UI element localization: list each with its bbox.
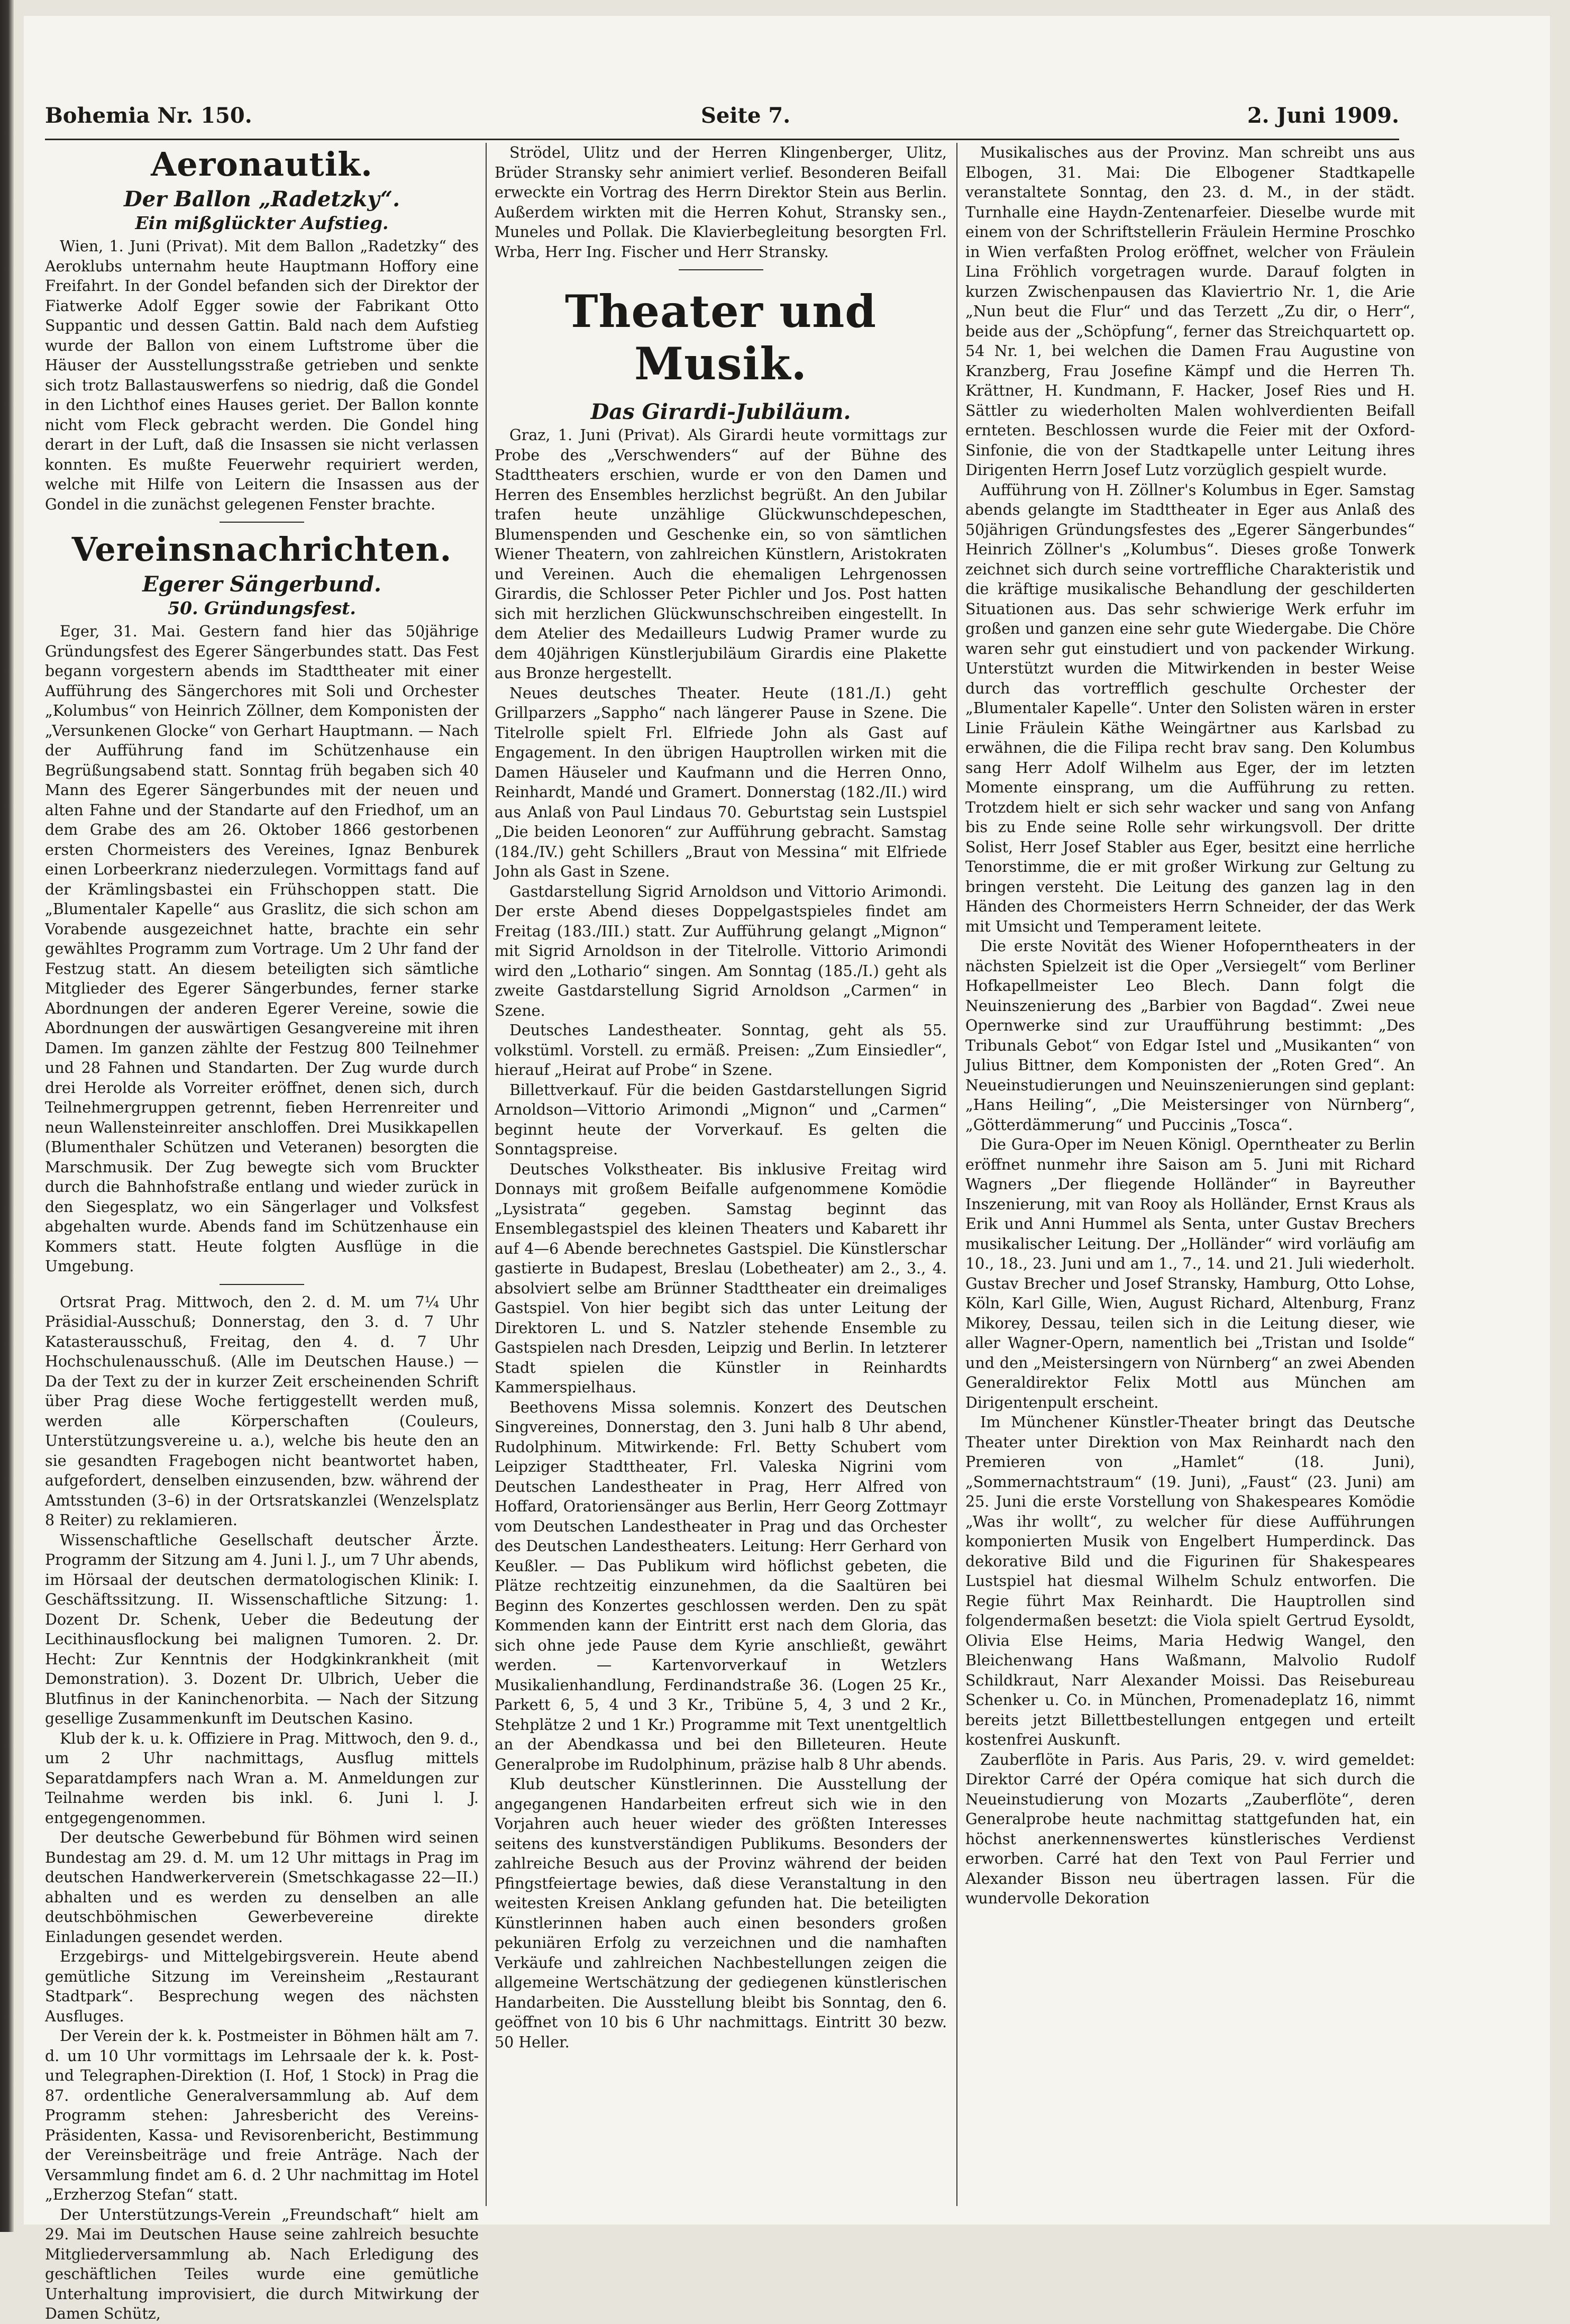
notice-gastdarstellung: Gastdarstellung Sigrid Arnoldson und Vittorio Arimondi. Der erste Abend dieses Doppelgastspieles findet am Freitag (183./III.) statt. Zur Aufführung gelangt „Mignon“ mit Sigrid Arnoldson in der Titelrolle. Vittorio Arimondi wird den „Lothario“ singen. Am Sonntag (185./I.) geht als zweite Gastdarstellung Sigrid Arnoldson „Carmen“ in Szene. xyxy=(495,882,947,1019)
notice-freundschaft: Der Unterstützungs-Verein „Freundschaft“ hielt am 29. Mai im Deutschen Hause seine zahlreich besuchte Mitgliederversammlung ab. Nach Erledigung des geschäftlichen Teiles wurde eine gemütliche Unterhaltung improvisiert, die durch Mitwirkung der Damen Schütz, xyxy=(45,2205,479,2322)
column-rule-1 xyxy=(486,143,487,2206)
notice-volkstheater: Deutsches Volkstheater. Bis inklusive Freitag wird Donnays mit großem Beifalle aufgenommene Komödie „Lysistrata“ gegeben. Samstag beginnt das Ensemblegastspiel des kleinen Theaters und Kabarett ihr auf 4—6 Abende berechnetes Gastspiel. Die Künstlerschar gastierte in Budapest, Breslau (Lobetheater) am 2., 3., 4. absolviert selbe am Brünner Stadttheater ein dreimaliges Gastspiel. Von hier begibt sich das unter Leitung der Direktoren L. und S. Natzler stehende Ensemble zu Gastspielen nach Dresden, Leipzig und Berlin. In letzterer Stadt spielen die Künstler in Reinhardts Kammerspielhaus. xyxy=(495,1160,947,1396)
article-title-girardi: Das Girardi-Jubiläum. xyxy=(590,399,851,424)
notice-musik-provinz: Musikalisches aus der Provinz. Man schreibt uns aus Elbogen, 31. Mai: Die Elbogener Stadtkapelle veranstaltete Sonntag, den 23. d. M., in der städt. Turnhalle eine Haydn-Zentenarfeier. Dieselbe wurde mit einem von der Schriftstellerin Fräulein Hermine Proschko in Wien verfaßten Prolog eröffnet, welcher von Fräulein Lina Fröhlich vorgetragen wurde. Darauf folgten in kurzen Zwischenpausen das Klaviertrio Nr. 1, die Arie „Nun beut die Flur“ und das Terzett „Zu dir, o Herr“, beide aus der „Schöpfung“, ferner das Streichquartett op. 54 Nr. 1, bei welchen die Damen Frau Augustine von Kranzberg, Frau Josefine Kämpf und die Herren Th. Krättner, H. Kundmann, F. Hacker, Josef Ries und H. Sättler zu wiederholten Malen wohlverdienten Beifall ernteten. Beschlossen wurde die Feier mit der Oxford-Sinfonie, die von der Stadtkapelle unter Leitung ihres Dirigenten Herrn Josef Lutz vorzüglich gespielt wurde. xyxy=(965,144,1415,479)
notice-neues-deutsches-theater: Neues deutsches Theater. Heute (181./I.) geht Grillparzers „Sappho“ nach längerer Pause in Szene. Die Titelrolle spielt Frl. Elfriede John als Gast auf Engagement. In den übrigen Hauptrollen wirken mit die Damen Häuseler und Kaufmann und die Herren Onno, Reinhardt, Mandé und Gramert. Donnerstag (182./II.) wird aus Anlaß von Paul Lindaus 70. Geburtstag sein Lustspiel „Die beiden Leonoren“ zur Aufführung gebracht. Samstag (184./IV.) geht Schillers „Braut von Messina“ mit Elfriede John als Gast in Szene. xyxy=(495,684,947,880)
page-number: Seite 7. xyxy=(701,103,791,128)
notice-gura-oper: Die Gura-Oper im Neuen Königl. Operntheater zu Berlin eröffnet nunmehr ihre Saison am 5. Juni mit Richard Wagners „Der fliegende Holländer“ in Bayreuther Inszenierung, mit van Rooy als Holländer, Ernst Kraus als Erik und Anni Hummel als Senta, unter Gustav Brechers musikalischer Leitung. Der „Holländer“ wird vorläufig am 10., 18., 23. Juni und am 1., 7., 14. und 21. Juli wiederholt. Gustav Brecher und Josef Stransky, Hamburg, Otto Lohse, Köln, Karl Gille, Wien, August Richard, Altenburg, Franz Mikorey, Dessau, teilen sich in die Leitung dieser, wie aller Wagner-Opern, namentlich bei „Tristan und Isolde“ und den „Meistersingern von Nürnberg“ an zwei Abenden Generaldirektor Felix Mottl aus München am Dirigentenpult erscheint. xyxy=(965,1136,1415,1411)
section-title-theater-und-musik: Theater und Musik. xyxy=(564,285,877,390)
article-girardi: Graz, 1. Juni (Privat). Als Girardi heute vormittags zur Probe des „Verschwenders“ auf der Bühne des Stadttheaters erschien, wurde er von den Damen und Herren des Ensembles herzlichst begrüßt. An den Jubilar trafen heute unzählige Glückwunschdepeschen, Blumenspenden und Geschenke ein, so von sämtlichen Wiener Theatern, von zahlreichen Künstlern, Aristokraten und Vereinen. Auch die ehemaligen Lehrgenossen Girardis, die Schlosser Peter Pichler und Jos. Post hatten sich mit herzlichen Glückwunschschreiben eingestellt. In dem Atelier des Medailleurs Ludwig Pramer wurde zu dem 40jährigen Künstlerjubiläum Girardis eine Plakette aus Bronze hergestellt. xyxy=(495,426,947,682)
notice-ortsrat: Ortsrat Prag. Mittwoch, den 2. d. M. um 7¼ Uhr Präsidial-Ausschuß; Donnerstag, den 3. d. 7 Uhr Katasterausschuß, Freitag, den 4. d. 7 Uhr Hochschulenausschuß. (Alle im Deutschen Hause.) — Da der Text zu der in kurzer Zeit erscheinenden Schrift über Prag diese Woche fertiggestellt werden muß, werden alle Körperschaften (Couleurs, Unterstützungsvereine u. a.), welche bis heute den an sie gesandten Fragebogen nicht beantwortet haben, aufgefordert, denselben einzusenden, bzw. während der Amtsstunden (3–6) in der Ortsratskanzlei (Wenzelsplatz 8 Reiter) zu reklamieren. xyxy=(45,1293,479,1529)
issue-date: 2. Juni 1909. xyxy=(1247,103,1399,128)
notice-kuenstler-theater: Im Münchener Künstler-Theater bringt das Deutsche Theater unter Direktion von Max Reinhardt nach den Premieren von „Hamlet“ (18. Juni), „Sommernachtstraum“ (19. Juni), „Faust“ (23. Juni) am 25. Juni die erste Vorstellung von Shakespeares Komödie „Was ihr wollt“, zu welcher für diese Aufführungen komponierten Musik von Engelbert Humperdinck. Das dekorative Bild und die Figurinen für Shakespeares Lustspiel hat diesmal Wilhelm Schulz entworfen. Die Regie führt Max Reinhardt. Die Hauptrollen sind folgendermaßen besetzt: die Viola spielt Gertrud Eysoldt, Olivia Else Heims, Maria Hedwig Wangel, den Bleichenwang Hans Waßmann, Malvolio Rudolf Schildkraut, Narr Alexander Moissi. Das Reisebureau Schenker u. Co. in München, Promenadeplatz 16, nimmt bereits jetzt Billettbestellungen entgegen und erteilt kostenfrei Auskunft. xyxy=(965,1414,1415,1748)
article-title-saengerbund: Egerer Sängerbund. xyxy=(142,572,381,597)
article-subtitle-saengerbund: 50. Gründungsfest. xyxy=(168,598,356,618)
column-right xyxy=(965,143,1415,2211)
section-title-vereinsnachrichten: Vereinsnachrichten. xyxy=(71,530,452,569)
notice-billettverkauf: Billettverkauf. Für die beiden Gastdarstellungen Sigrid Arnoldson—Vittorio Arimondi „Mignon“ und „Carmen“ beginnt heute der Vorverkauf. Es gelten die Sonntagspreise. xyxy=(495,1081,947,1158)
column-rule-2 xyxy=(956,143,957,2206)
article-subtitle-ballon: Ein mißglückter Aufstieg. xyxy=(135,213,389,233)
notice-offiziersklub: Klub der k. u. k. Offiziere in Prag. Mittwoch, den 9. d., um 2 Uhr nachmittags, Ausflug mittels Separatdampfers nach Wran a. M. Anmeldungen zur Teilnahme werden bis inkl. 6. Juni l. J. entgegengenommen. xyxy=(45,1729,479,1827)
notice-postmeister: Der Verein der k. k. Postmeister in Böhmen hält am 7. d. um 10 Uhr vormittags im Lehrsaale der k. k. Post- und Telegraphen-Direktion (I. Hof, 1 Stock) in Prag die 87. ordentliche Generalversammlung ab. Auf dem Programm stehen: Jahresbericht des Vereins-Präsidenten, Kassa- und Revisorenbericht, Bestimmung der Vereinsbeiträge und freie Anträge. Nach der Versammlung findet am 6. d. 2 Uhr nachmittag im Hotel „Erzherzog Stefan“ statt. xyxy=(45,2027,479,2203)
notice-kuenstlerinnen: Klub deutscher Künstlerinnen. Die Ausstellung der angegangenen Handarbeiten erfreut sich wie in den Vorjahren auch heuer wieder des größten Interesses seitens des kunstverständigen Publikums. Besonders der zahlreiche Besuch aus der Provinz während der beiden Pfingstfeiertage bewies, daß diese Veranstaltung in den weitesten Kreisen Anklang gefunden hat. Die beteiligten Künstlerinnen haben auch einen besonders großen pekuniären Erfolg zu verzeichnen und die namhaften Verkäufe und zahlreichen Nachbestellungen zeigen die allgemeine Wertschätzung der gediegenen künstlerischen Handarbeiten. Die Ausstellung bleibt bis Sonntag, den 6. geöffnet von 10 bis 6 Uhr nachmittags. Eintritt 30 bezw. 50 Heller. xyxy=(495,1775,947,2051)
header-rule xyxy=(45,139,1399,140)
issue-number: Bohemia Nr. 150. xyxy=(45,103,252,128)
column-left xyxy=(45,143,479,2322)
page-header xyxy=(45,98,1399,135)
scan-edge xyxy=(0,0,14,2232)
article-saengerbund: Eger, 31. Mai. Gestern fand hier das 50jährige Gründungsfest des Egerer Sängerbundes statt. Das Fest begann vorgestern abends im Stadttheater mit einer Aufführung des Sängerchores mit Soli und Orchester „Kolumbus“ von Heinrich Zöllner, dem Komponisten der „Versunkenen Glocke“ von Gerhart Hauptmann. — Nach der Aufführung fand im Schützenhause ein Begrüßungsabend statt. Sonntag früh begaben sich 40 Mann des Egerer Sängerbundes mit der neuen und alten Fahne und der Standarte auf den Friedhof, um an dem Grabe des am 26. Oktober 1866 gestorbenen ersten Chormeisters des Vereines, Ignaz Benburek einen Lorbeerkranz niederzulegen. Vormittags fand auf der Krämlingsbastei ein Frühschoppen statt. Die „Blumentaler Kapelle“ aus Graslitz, die sich schon am Vorabende ausgezeichnet hatte, brachte ein sehr gewähltes Programm zum Vortrage. Um 2 Uhr fand der Festzug statt. An diesem beteiligten sich sämtliche Mitglieder des Egerer Sängerbundes, ferner starke Abordnungen der anderen Egerer Vereine, sowie die Abordnungen der auswärtigen Gesangvereine mit ihren Damen. Im ganzen zählte der Festzug 800 Teilnehmer und 28 Fahnen und Standarten. Der Zug wurde durch drei Herolde als Vorreiter eröffnet, denen sich, durch Teilnehmergruppen getrennt, fieben Herrenreiter und neun Wallensteinreiter anschloffen. Drei Musikkapellen (Blumenthaler Schützen und Veteranen) besorgten die Marschmusik. Der Zug bewegte sich vom Bruckter durch die Bahnhofstraße entlang und wieder zurück in den Siegesplatz, wo ein Sängerlager und Volksfest abgehalten wurde. Abends fand im Schützenhause ein Kommers statt. Heute folgten Ausflüge in die Umgebung. xyxy=(45,623,479,1275)
article-title-ballon: Der Ballon „Radetzky“. xyxy=(124,187,400,212)
separator xyxy=(679,269,763,270)
article-ballon: Wien, 1. Juni (Privat). Mit dem Ballon „Radetzky“ des Aeroklubs unternahm heute Hauptmann Hoffory eine Freifahrt. In der Gondel befanden sich der Direktor der Fiatwerke Adolf Egger sowie der Fabrikant Otto Suppantic und dessen Gattin. Bald nach dem Aufstieg wurde der Ballon von einem Luftstrome über die Häuser der Ausstellungsstraße getrieben und senkte sich trotz Ballastauswerfens so niedrig, daß die Gondel in den Lichthof eines Hauses geriet. Der Ballon konnte nicht vom Fleck gebracht werden. Die Gondel hing derart in der Luft, daß die Insassen sie nicht verlassen konnten. Es mußte Feuerwehr requiriert werden, welche mit Hilfe von Leitern die Insassen aus der Gondel in die zunächst gelegenen Fenster brachte. xyxy=(45,238,479,513)
notice-landestheater: Deutsches Landestheater. Sonntag, geht als 55. volkstüml. Vorstell. zu ermäß. Preisen: „Zum Einsiedler“, hierauf „Heirat auf Probe“ in Szene. xyxy=(495,1022,947,1079)
separator xyxy=(220,522,304,523)
notice-hofoper-novitaet: Die erste Novität des Wiener Hofoperntheaters in der nächsten Spielzeit ist die Oper „Versiegelt“ vom Berliner Hofkapellmeister Leo Blech. Dann folgt die Neuinszenierung des „Barbier von Bagdad“. Zwei neue Opernwerke sind zur Uraufführung bestimmt: „Des Tribunals Gebot“ von Edgar Istel und „Musikanten“ von Julius Bittner, dem Komponisten der „Roten Gred“. An Neueinstudierungen und Neuinszenierungen sind geplant: „Hans Heiling“, „Die Meistersinger von Nürnberg“, „Götterdämmerung“ und Puccinis „Tosca“. xyxy=(965,937,1415,1134)
notice-zauberfloete: Zauberflöte in Paris. Aus Paris, 29. v. wird gemeldet: Direktor Carré der Opéra comique hat sich durch die Neueinstudierung von Mozarts „Zauberflöte“, deren Generalprobe heute nachmittag stattgefunden hat, ein höchst anerkennenswertes künstlerisches Verdienst erworben. Carré hat den Text von Paul Ferrier und Alexander Bisson neu übertragen lassen. Für die wundervolle Dekoration xyxy=(965,1751,1415,1907)
notice-missa-solemnis: Beethovens Missa solemnis. Konzert des Deutschen Singvereines, Donnerstag, den 3. Juni halb 8 Uhr abend, Rudolphinum. Mitwirkende: Frl. Betty Schubert vom Leipziger Stadttheater, Frl. Valeska Nigrini vom Deutschen Landestheater in Prag, Herr Alfred von Hoffard, Oratoriensänger aus Berlin, Herr Georg Zottmayr vom Deutschen Landestheater in Prag und das Orchester des Deutschen Landestheaters. Leitung: Herr Gerhard von Keußler. — Das Publikum wird höflichst gebeten, die Plätze rechtzeitig einzunehmen, da die Saaltüren bei Beginn des Konzertes geschlossen werden. Den zu spät Kommenden kann der Eintritt erst nach dem Gloria, das sich ohne jede Pause dem Kyrie anschließt, gewährt werden. — Kartenvorverkauf in Wetzlers Musikalienhandlung, Ferdinandstraße 36. (Logen 25 Kr., Parkett 6, 5, 4 und 3 Kr., Tribüne 5, 4, 3 und 2 Kr., Stehplätze 2 und 1 Kr.) Programme mit Text unentgeltlich an der Abendkassa und bei den Billeteuren. Heute Generalprobe im Rudolphinum, präzise halb 8 Uhr abends. xyxy=(495,1398,947,1773)
notice-wissenschaftliche-gesellschaft: Wissenschaftliche Gesellschaft deutscher Ärzte. Programm der Sitzung am 4. Juni l. J., um 7 Uhr abends, im Hörsaal der deutschen dermatologischen Klinik: I. Geschäftssitzung. II. Wissenschaftliche Sitzung: 1. Dozent Dr. Schenk, Ueber die Bedeutung der Lecithinausflockung bei malignen Tumoren. 2. Dr. Hecht: Zur Kenntnis der Hodgkinkrankheit (mit Demonstration). 3. Dozent Dr. Ulbrich, Ueber die Blutfinus in der Kaninchenorbita. — Nach der Sitzung gesellige Zusammenkunft im Deutschen Kasino. xyxy=(45,1531,479,1727)
section-title-aeronautik: Aeronautik. xyxy=(151,145,373,184)
article-continuation: Strödel, Ulitz und der Herren Klingenberger, Ulitz, Brüder Stransky sehr animiert verlief. Besonderen Beifall erweckte ein Vortrag des Herrn Direktor Stein aus Berlin. Außerdem wirkten mit die Herren Kohut, Stransky sen., Muneles und Pollak. Die Klavierbegleitung besorgten Frl. Wrba, Herr Ing. Fischer und Herr Stransky. xyxy=(495,144,947,261)
notice-kolumbus: Aufführung von H. Zöllner's Kolumbus in Eger. Samstag abends gelangte im Stadttheater in Eger aus Anlaß des 50jährigen Gründungsfestes des „Egerer Sängerbundes“ Heinrich Zöllner's „Kolumbus“. Dieses große Tonwerk zeichnet sich durch seine vortreffliche Charakteristik und die kräftige musikalische Behandlung der geschilderten Situationen aus. Das sehr schwierige Werk erfuhr im großen und ganzen eine sehr gute Wiedergabe. Die Chöre waren sehr gut einstudiert und von packender Wirkung. Unterstützt wurden die Mitwirkenden in bester Weise durch das vortrefflich geschulte Orchester der „Blumentaler Kapelle“. Unter den Solisten wären in erster Linie Fräulein Käthe Weingärtner aus Karlsbad zu erwähnen, die die Filipa recht brav sang. Den Kolumbus sang Herr Adolf Wilhelm aus Eger, der im letzten Momente einsprang, um die Aufführung zu retten. Trotzdem hielt er sich sehr wacker und sang von Anfang bis zu Ende seine Rolle sehr wirkungsvoll. Der dritte Solist, Herr Josef Stabler aus Eger, besitzt eine herrliche Tenorstimme, die er mit großer Wirkung zur Geltung zu bringen versteht. Die Leitung des ganzen lag in den Händen des Chormeisters Herrn Schneider, der das Werk mit Umsicht und Temperament leitete. xyxy=(965,481,1415,935)
separator xyxy=(220,1284,304,1285)
notice-erzgebirgsverein: Erzgebirgs- und Mittelgebirgsverein. Heute abend gemütliche Sitzung im Vereinsheim „Restaurant Stadtpark“. Besprechung wegen des nächsten Ausfluges. xyxy=(45,1948,479,2025)
notice-gewerbebund: Der deutsche Gewerbebund für Böhmen wird seinen Bundestag am 29. d. M. um 12 Uhr mittags in Prag im deutschen Handwerkerverein (Smetschkagasse 22—II.) abhalten und es werden zu denselben an alle deutschböhmischen Gewerbevereine direkte Einladungen gesendet werden. xyxy=(45,1829,479,1946)
column-middle xyxy=(495,143,947,2211)
